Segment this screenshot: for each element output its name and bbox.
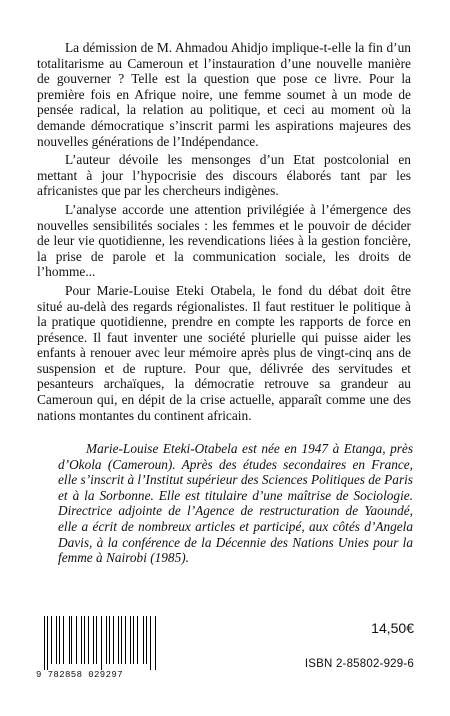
barcode-bar [103, 616, 104, 664]
summary-paragraph-2: L’auteur dévoile les mensonges d’un Etat postcolonial en mettant à jour l’hypocrisie des discours élaborés tant par les africanistes que par les chercheurs indigènes. [37, 152, 411, 199]
summary-text [37, 40, 411, 426]
barcode [36, 616, 156, 680]
barcode-bar [125, 616, 126, 664]
price: 14,50€ [371, 620, 414, 636]
barcode-bar [144, 616, 145, 664]
isbn: ISBN 2-85802-929-6 [304, 658, 414, 670]
author-bio-text: Marie-Louise Eteki-Otabela est née en 1947 à Etanga, près d’Okola (Cameroun). Après des études secondaires en France, elle s’inscrit à l’Institut supérieur des Sciences Politiques de Paris et à la Sorbonne. Elle est titulaire d’une maîtrise de Sociologie. Directrice adjointe de l’Agence de restructuration de Yaoundé, elle a écrit de nombreux articles et participé, aux côtés d’Angela Davis, à la conférence de la Décennie des Nations Unies pour la femme à Nairobi (1985). [58, 441, 413, 566]
author-bio [58, 441, 413, 566]
summary-paragraph-3: L’analyse accorde une attention privilégiée à l’émergence des nouvelles sensibilités sociales : les femmes et le pouvoir de décider de leur vie quotidienne, les revendications liées à la gestion foncière, la prise de parole et la communication sociale, les droits de l’homme... [37, 201, 411, 280]
summary-paragraph-4: Pour Marie-Louise Eteki Otabela, le fond du débat doit être situé au-delà des regards régionalistes. Il faut restituer le politique à la pratique quotidienne, prendre en compte les rapports de force en présence. Il faut inventer une société plurielle qui puisse aider les enfants à renouer avec leur mémoire après plus de vingt-cinq ans de suspension et de rupture. Pour que, délivrée des servitudes et pesanteurs archaïques, la démocratie retrouve sa grandeur au Cameroun qui, en dépit de la crise actuelle, apparaît comme une des nations montantes du continent africain. [37, 282, 411, 423]
barcode-digits: 9 782858 029297 [36, 670, 124, 680]
summary-paragraph-1: La démission de M. Ahmadou Ahidjo implique-t-elle la fin d’un totalitarisme au Cameroun et l’instauration d’une nouvelle manière de gouverner ? Telle est la question que pose ce livre. Pour la première fois en Afrique noire, une femme soumet à un mode de pensée radical, la relation au politique, et ceci au moment où la demande démocratique s’inscrit parmi les aspirations majeures des nouvelles générations de l’Indépendance. [37, 40, 411, 149]
barcode-bar [84, 616, 85, 664]
barcode-bars [36, 616, 156, 668]
